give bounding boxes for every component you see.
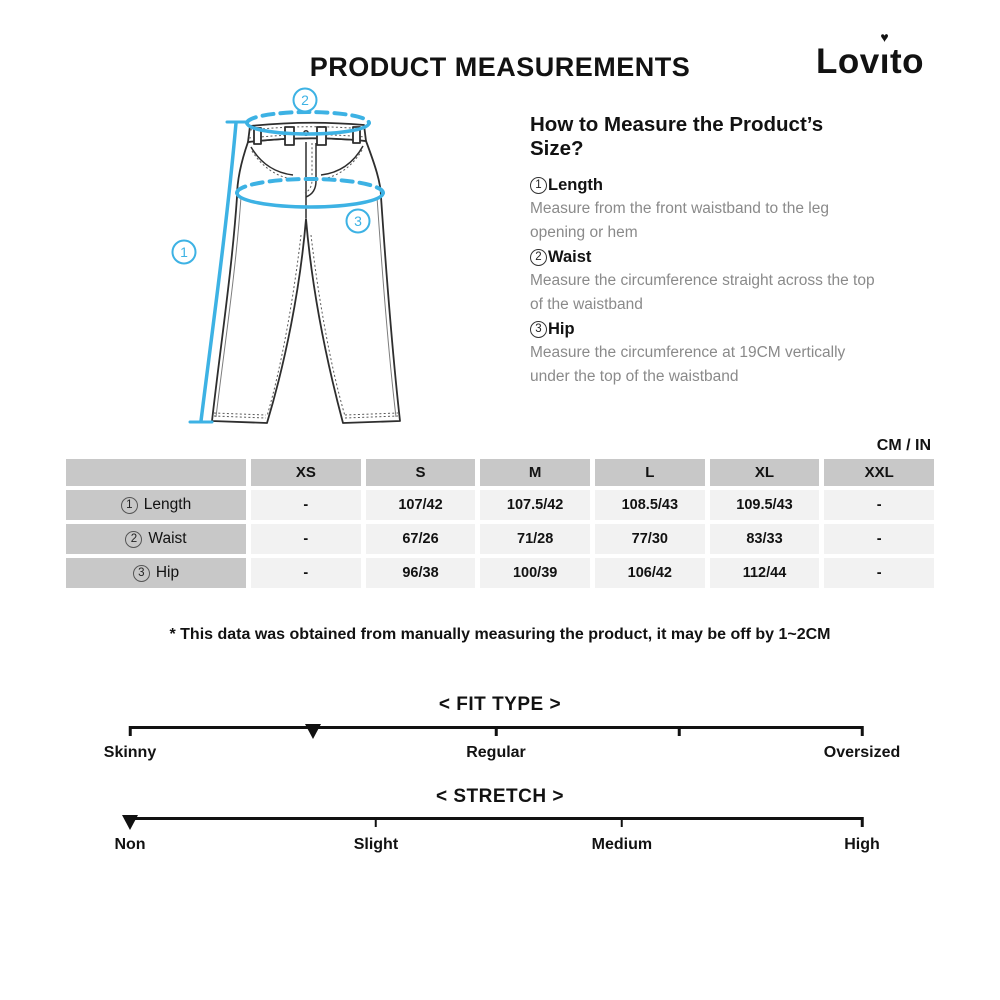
svg-text:3: 3	[354, 213, 362, 229]
row-label-hip: 3 Hip	[66, 558, 246, 588]
scale-label: Oversized	[823, 744, 901, 761]
units-label: CM / IN	[876, 437, 931, 454]
value-cell: -	[824, 558, 934, 588]
value-cell: -	[824, 524, 934, 554]
value-cell: 112/44	[710, 558, 820, 588]
stretch-track	[130, 817, 862, 820]
measure-item-length: 1 Length	[530, 173, 882, 197]
tick	[861, 817, 864, 827]
tick	[375, 817, 378, 827]
pants-diagram	[140, 85, 480, 445]
stretch-labels	[114, 836, 880, 856]
value-cell: -	[251, 558, 361, 588]
value-cell: -	[251, 524, 361, 554]
measure-item-waist: 2 Waist	[530, 245, 882, 269]
annotation-hip	[347, 210, 370, 233]
fit-type-labels	[103, 744, 901, 764]
heart-icon: ♥	[880, 29, 890, 45]
scale-label: Non	[114, 836, 146, 853]
scale-label: Slight	[353, 836, 399, 853]
value-cell: 71/28	[480, 524, 590, 554]
tick	[678, 726, 681, 736]
row-label-length: 1 Length	[66, 490, 246, 520]
tick	[129, 726, 132, 736]
measure-desc-length: Measure from the front waistband to the leg opening or hem	[530, 200, 829, 241]
header-cell-empty	[66, 459, 246, 486]
header-cell: M	[480, 459, 590, 486]
fit-type-track	[130, 726, 862, 729]
measure-desc-waist: Measure the circumference straight across the top of the waistband	[530, 272, 875, 313]
header-cell: XXL	[824, 459, 934, 486]
measure-desc-hip: Measure the circumference at 19CM vertically under the top of the waistband	[530, 344, 846, 385]
how-to-heading: How to Measure the Product’s Size?	[530, 113, 824, 160]
scale-label: Medium	[591, 836, 653, 853]
value-cell: 106/42	[595, 558, 705, 588]
brand-text: to	[889, 42, 924, 81]
scale-label: High	[844, 836, 880, 853]
header-cell: XS	[251, 459, 361, 486]
stretch-title: < STRETCH >	[436, 786, 564, 807]
stretch-marker-icon	[122, 815, 138, 830]
header-cell: XL	[710, 459, 820, 486]
value-cell: 96/38	[366, 558, 476, 588]
scale-label: Regular	[466, 744, 526, 761]
annotation-length	[173, 241, 196, 264]
scale-label: Skinny	[103, 744, 157, 761]
value-cell: 107.5/42	[480, 490, 590, 520]
value-cell: 67/26	[366, 524, 476, 554]
fit-type-title: < FIT TYPE >	[438, 694, 562, 715]
value-cell: -	[824, 490, 934, 520]
value-cell: 83/33	[710, 524, 820, 554]
value-cell: 109.5/43	[710, 490, 820, 520]
value-cell: 77/30	[595, 524, 705, 554]
tick	[861, 726, 864, 736]
header-cell: S	[366, 459, 476, 486]
how-to-measure-section	[530, 113, 882, 389]
value-cell: 108.5/43	[595, 490, 705, 520]
value-cell: 107/42	[366, 490, 476, 520]
annotation-waist	[294, 89, 317, 112]
svg-text:1: 1	[180, 244, 188, 260]
measure-item-hip: 3 Hip	[530, 317, 882, 341]
brand-logo: Lovı ♥ to	[815, 29, 924, 81]
svg-text:2: 2	[301, 92, 309, 108]
row-label-waist: 2 Waist	[66, 524, 246, 554]
fit-type-marker-icon	[305, 724, 321, 739]
header-cell: L	[595, 459, 705, 486]
value-cell: 100/39	[480, 558, 590, 588]
size-table	[66, 459, 934, 588]
measurement-disclaimer: * This data was obtained from manually measuring the product, it may be off by 1~2CM	[169, 626, 831, 643]
tick	[621, 817, 624, 827]
value-cell: -	[251, 490, 361, 520]
brand-text: Lov	[815, 42, 880, 81]
tick	[495, 726, 498, 736]
page-title: PRODUCT MEASUREMENTS	[309, 52, 691, 82]
